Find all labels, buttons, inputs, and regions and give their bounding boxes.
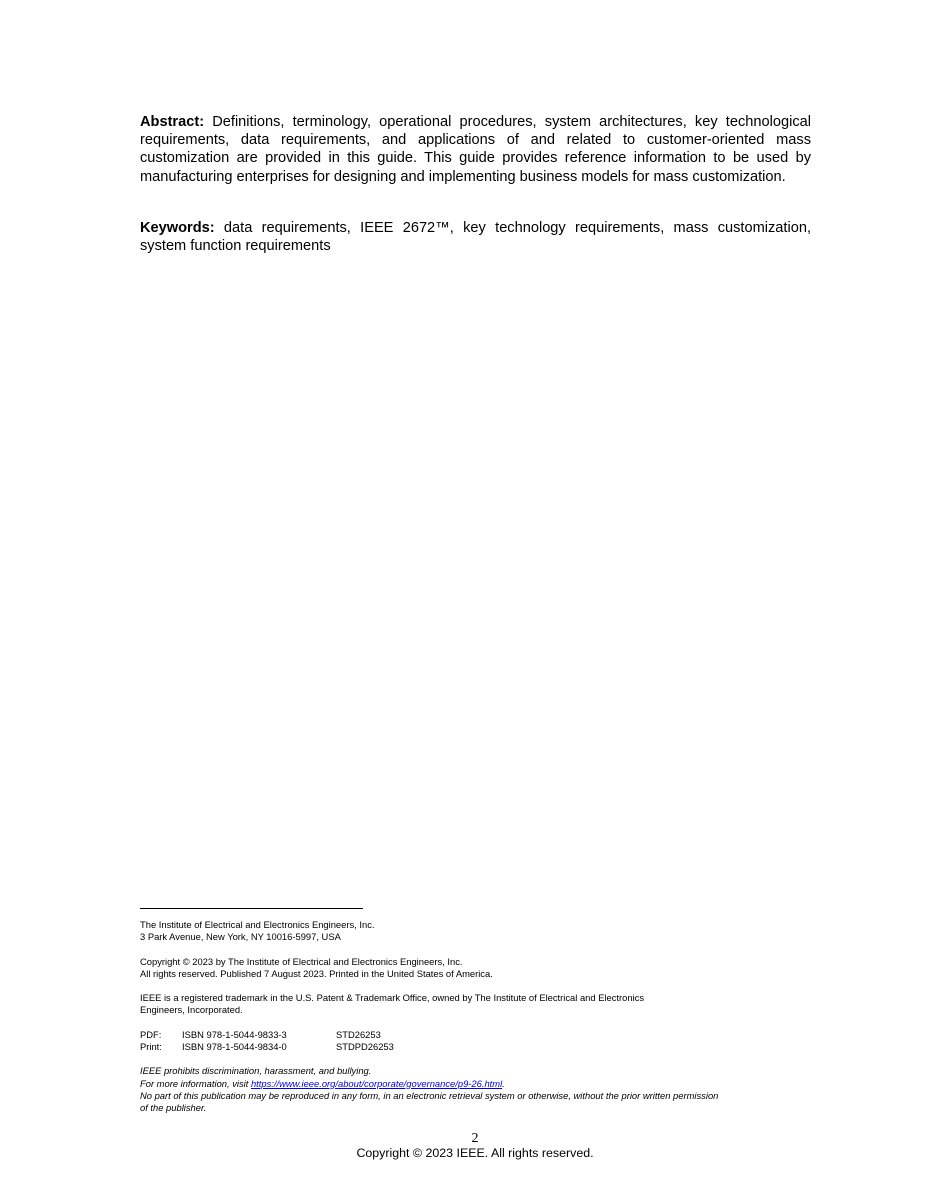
legal-line-3: No part of this publication may be reproduced in any form, in an electronic retrieval system or otherwise, without the prior written permission	[140, 1089, 719, 1101]
page-number: 2	[471, 1131, 479, 1146]
keywords-label: Keywords:	[140, 220, 215, 236]
keywords-text: data requirements, IEEE 2672™, key technology requirements, mass customization, system function requirements	[140, 220, 811, 255]
abstract-paragraph	[140, 113, 811, 186]
abstract-text: Definitions, terminology, operational procedures, system architectures, key technological requirements, data requirements, and applications of and related to customer-oriented mass customization are provided in this guide. This guide provides reference information to be used by manufacturing enterprises for designing and implementing business models for mass customization.	[140, 114, 811, 185]
page-copyright: Copyright © 2023 IEEE. All rights reserved.	[356, 1146, 594, 1160]
isbn-number: ISBN 978-1-5044-9834-0	[182, 1040, 287, 1052]
copyright-line-1: Copyright © 2023 by The Institute of Electrical and Electronics Engineers, Inc.	[140, 955, 463, 967]
isbn-code: STD26253	[336, 1028, 381, 1040]
publisher-address: 3 Park Avenue, New York, NY 10016-5997, USA	[140, 931, 341, 943]
legal-block	[140, 1065, 815, 1114]
abstract-label: Abstract:	[140, 114, 205, 130]
isbn-block	[140, 1029, 815, 1053]
copyright-line-2: All rights reserved. Published 7 August 2023. Printed in the United States of America.	[140, 967, 493, 979]
trademark-line-1: IEEE is a registered trademark in the U.S. Patent & Trademark Office, owned by The Institute of Electrical and Electronics	[140, 992, 645, 1004]
isbn-code: STDPD26253	[336, 1040, 394, 1052]
governance-policy-link[interactable]: https://www.ieee.org/about/corporate/governance/p9-26.html	[250, 1077, 503, 1089]
isbn-format: PDF:	[140, 1028, 162, 1040]
trademark-line-2: Engineers, Incorporated.	[140, 1004, 243, 1016]
publisher-name: The Institute of Electrical and Electronics Engineers, Inc.	[140, 919, 375, 930]
isbn-format: Print:	[140, 1040, 162, 1052]
publisher-block	[140, 919, 815, 943]
copyright-block	[140, 956, 815, 980]
keywords-paragraph	[140, 219, 811, 255]
trademark-block	[140, 992, 815, 1016]
legal-line-1: IEEE prohibits discrimination, harassment, and bullying.	[140, 1065, 372, 1077]
publication-info	[140, 919, 815, 1114]
footnote-divider	[140, 908, 363, 909]
isbn-number: ISBN 978-1-5044-9833-3	[182, 1028, 287, 1040]
legal-line-4: of the publisher.	[140, 1101, 207, 1113]
isbn-row-pdf	[140, 1029, 815, 1041]
legal-line-2	[140, 1078, 815, 1090]
legal-link-suffix: .	[502, 1077, 505, 1089]
isbn-row-print	[140, 1041, 815, 1053]
legal-link-prefix: For more information, visit	[140, 1077, 251, 1089]
